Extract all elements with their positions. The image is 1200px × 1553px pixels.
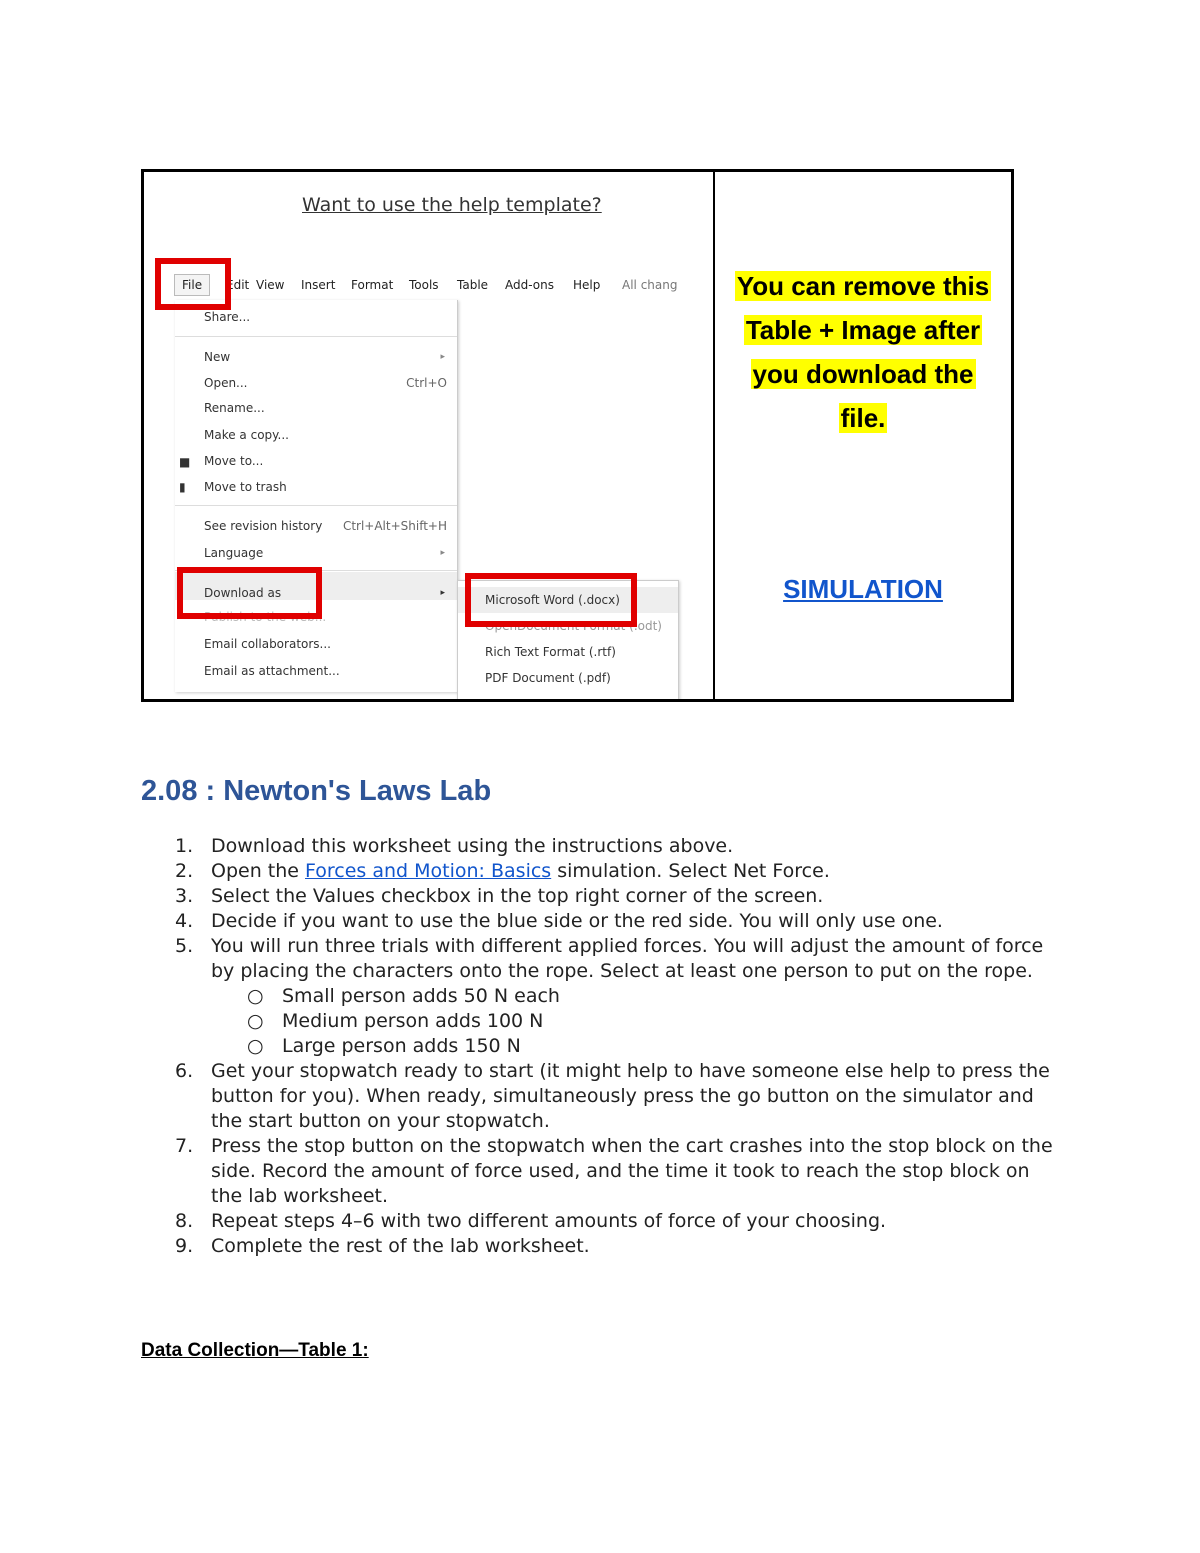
menu-item-move-to: Move to... [204, 454, 264, 468]
step-text: Press the stop button on the stopwatch when the cart crashes into the stop block on the side. Record the amount of force used, and the time it took to reach the stop block on the lab worksheet. [211, 1135, 1053, 1207]
menu-shortcut-revision: Ctrl+Alt+Shift+H [342, 519, 447, 533]
menu-shortcut-open: Ctrl+O [406, 376, 447, 390]
submenu-arrow-icon: ▸ [440, 352, 445, 362]
step-text: Download this worksheet using the instructions above. [211, 835, 734, 857]
list-item [141, 1059, 1061, 1134]
sub-list-item [141, 1009, 1061, 1034]
list-number: 2. [175, 860, 194, 882]
highlight-box-file [155, 258, 231, 310]
sub-step-text: Small person adds 50 N each [282, 985, 560, 1007]
menu-help: Help [573, 278, 601, 292]
list-number: 8. [175, 1210, 194, 1232]
menu-item-rename: Rename... [204, 401, 265, 415]
step-text: Decide if you want to use the blue side or the red side. You will only use one. [211, 910, 943, 932]
step-text: Get your stopwatch ready to start (it might help to have someone else help to press the button for you). When ready, simultaneously press the go button on the simulator and the start button on your stopwatch. [211, 1060, 1050, 1132]
circle-bullet-icon: ○ [247, 985, 264, 1007]
note-cell [715, 172, 1011, 699]
remove-note-line: you download the [752, 359, 974, 389]
list-number: 7. [175, 1135, 194, 1157]
submenu-arrow-icon: ▸ [440, 588, 445, 598]
list-item [141, 859, 1061, 884]
remove-note-line: You can remove this [736, 271, 990, 301]
submenu-item-pdf: PDF Document (.pdf) [485, 671, 611, 685]
menu-item-email-attachment: Email as attachment... [204, 664, 340, 678]
forces-motion-link[interactable]: Forces and Motion: Basics [305, 860, 552, 882]
list-item [141, 1134, 1061, 1209]
menu-table: Table [457, 278, 489, 292]
sub-list-item [141, 1034, 1061, 1059]
menu-item-share: Share... [204, 310, 251, 324]
trash-icon: ▮ [179, 480, 186, 494]
menu-item-move-trash: Move to trash [204, 480, 287, 494]
list-number: 9. [175, 1235, 194, 1257]
highlight-box-docx [465, 573, 637, 627]
step-text: You will run three trials with different applied forces. You will adjust the amount of force by placing the characters onto the rope. Select at least one person to put on the rope. [211, 935, 1044, 982]
simulation-link[interactable]: SIMULATION [783, 574, 943, 604]
sub-step-text: Medium person adds 100 N [282, 1010, 544, 1032]
sub-step-text: Large person adds 150 N [282, 1035, 521, 1057]
menu-item-email-collaborators: Email collaborators... [204, 637, 331, 651]
menubar [164, 274, 684, 296]
step-text: Repeat steps 4–6 with two different amounts of force of your choosing. [211, 1210, 887, 1232]
menu-item-revision: See revision history [204, 519, 323, 533]
list-item [141, 934, 1061, 984]
menu-item-new: New [204, 350, 231, 364]
sub-list-item [141, 984, 1061, 1009]
menu-file: File [174, 274, 210, 296]
help-table [141, 169, 1014, 702]
list-number: 4. [175, 910, 194, 932]
submenu-item-rtf: Rich Text Format (.rtf) [485, 645, 616, 659]
circle-bullet-icon: ○ [247, 1035, 264, 1057]
folder-icon: ■ [179, 455, 191, 469]
menu-item-publish: Publish to the web... [204, 610, 327, 624]
file-menu [175, 300, 458, 692]
menu-item-download-as: Download as [204, 586, 282, 600]
list-number: 6. [175, 1060, 194, 1082]
list-item [141, 1234, 1061, 1259]
circle-bullet-icon: ○ [247, 1010, 264, 1032]
menu-edit: Edit [226, 278, 250, 292]
screenshot-title: Want to use the help template? [302, 194, 602, 216]
menu-item-language: Language [204, 546, 264, 560]
list-number: 1. [175, 835, 194, 857]
step-text: Open the [211, 860, 306, 882]
menu-item-make-copy: Make a copy... [204, 428, 289, 442]
lab-heading: 2.08 : Newton's Laws Lab [141, 775, 492, 807]
remove-note-line: Table + Image after [745, 315, 981, 345]
submenu-item-odt: OpenDocument Format (.odt) [485, 619, 662, 633]
menu-separator [175, 505, 457, 506]
step-text: simulation. Select Net Force. [551, 860, 830, 882]
list-item [141, 884, 1061, 909]
remove-note-line: file. [840, 403, 886, 433]
list-number: 5. [175, 935, 194, 957]
list-number: 3. [175, 885, 194, 907]
menu-separator [175, 336, 457, 337]
menu-all-changes: All chang [622, 278, 678, 292]
list-item [141, 834, 1061, 859]
help-screenshot [144, 172, 713, 699]
submenu-arrow-icon: ▸ [440, 548, 445, 558]
data-collection-title: Data Collection—Table 1: [141, 1340, 369, 1361]
remove-note [715, 264, 1011, 440]
list-item [141, 1209, 1061, 1234]
highlight-box-download-as [177, 567, 322, 619]
list-item [141, 909, 1061, 934]
menu-addons: Add-ons [505, 278, 554, 292]
menu-insert: Insert [301, 278, 336, 292]
steps-list [141, 834, 1061, 1259]
menu-view: View [256, 278, 285, 292]
submenu-item-docx: Microsoft Word (.docx) [485, 593, 620, 607]
menu-tools: Tools [409, 278, 439, 292]
menu-format: Format [351, 278, 394, 292]
menu-item-open: Open... [204, 376, 248, 390]
step-text: Select the Values checkbox in the top right corner of the screen. [211, 885, 824, 907]
step-text: Complete the rest of the lab worksheet. [211, 1235, 590, 1257]
